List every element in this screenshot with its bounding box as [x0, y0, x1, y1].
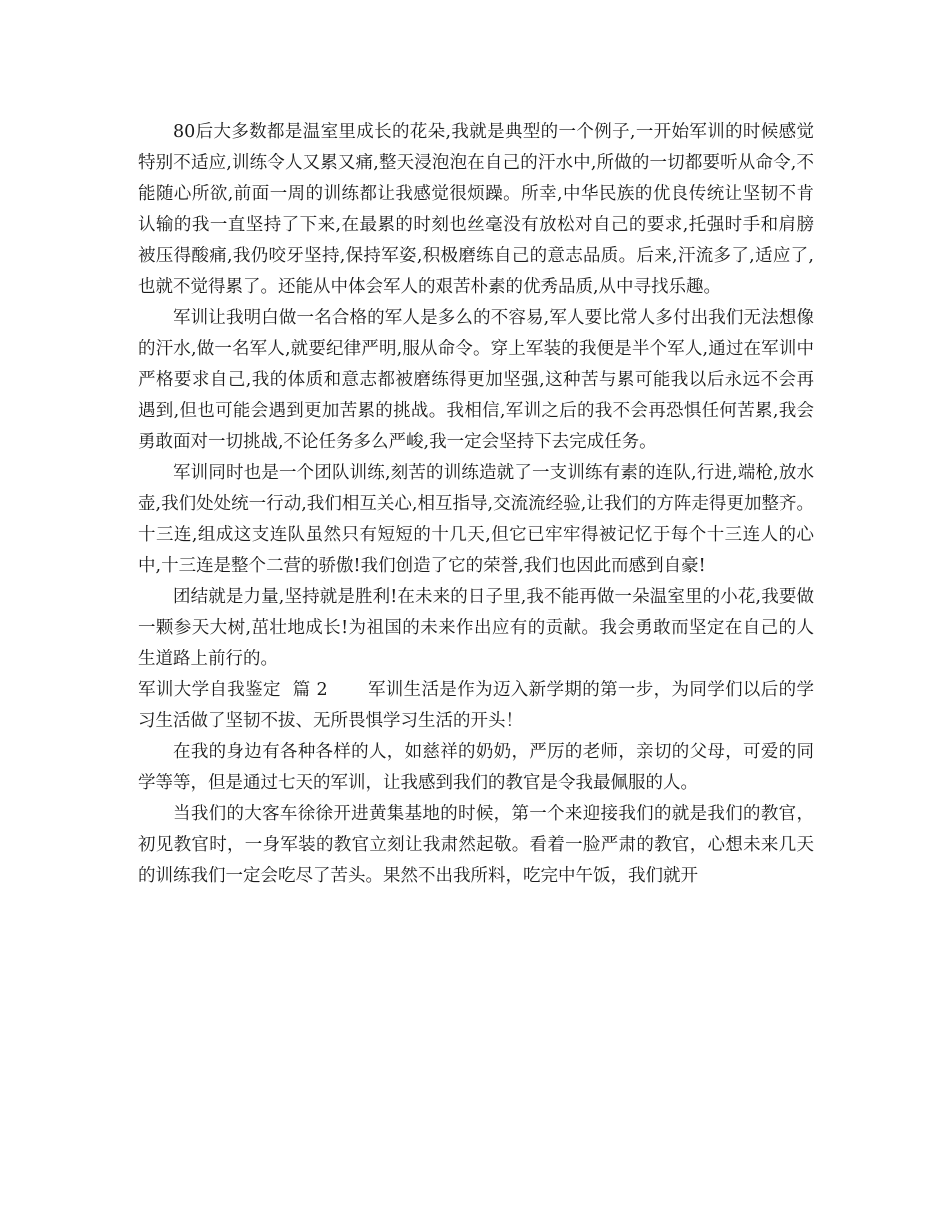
paragraph-7: 当我们的大客车徐徐开进黄集基地的时候，第一个来迎接我们的就是我们的教官，初见教官时，一身军装的教官立刻让我肃然起敬。看着一脸严肃的教官，心想未来几天的训练我们一定会吃尽了苦头。果然不出我所料，吃完中午饭，我们就开: [138, 804, 814, 886]
document-body: [138, 117, 814, 892]
paragraph-4: 团结就是力量,坚持就是胜利!在未来的日子里,我不能再做一朵温室里的小花,我要做一颗参天大树,茁壮地成长!为祖国的未来作出应有的贡献。我会勇敢而坚定在自己的人生道路上前行的。: [138, 587, 814, 669]
paragraph-3: 军训同时也是一个团队训练,刻苦的训练造就了一支训练有素的连队,行进,端枪,放水壶,我们处处统一行动,我们相互关心,相互指导,交流流经验,让我们的方阵走得更加整齐。十三连,组成这支连队虽然只有短短的十几天,但它已牢牢得被记忆于每个十三连人的心中,十三连是整个二营的骄傲!我们创造了它的荣誉,我们也因此而感到自豪!: [138, 463, 814, 576]
paragraph-6: 在我的身边有各种各样的人，如慈祥的奶奶，严厉的老师，亲切的父母，可爱的同学等等，但是通过七天的军训，让我感到我们的教官是令我最佩服的人。: [138, 742, 814, 793]
paragraph-1: 80后大多数都是温室里成长的花朵,我就是典型的一个例子,一开始军训的时候感觉特别不适应,训练令人又累又痛,整天浸泡泡在自己的汗水中,所做的一切都要听从命令,不能随心所欲,前面一周的训练都让我感觉很烦躁。所幸,中华民族的优良传统让坚韧不肯认输的我一直坚持了下来,在最累的时刻也丝毫没有放松对自己的要求,托强时手和肩膀被压得酸痛,我仍咬牙坚持,保持军姿,积极磨练自己的意志品质。后来,汗流多了,适应了,也就不觉得累了。还能从中体会军人的艰苦朴素的优秀品质,从中寻找乐趣。: [138, 122, 814, 297]
section-2-start: [138, 675, 814, 737]
paragraph-2: 军训让我明白做一名合格的军人是多么的不容易,军人要比常人多付出我们无法想像的汗水,做一名军人,就要纪律严明,服从命令。穿上军装的我便是半个军人,通过在军训中严格要求自己,我的体质和意志都被磨练得更加坚强,这种苦与累可能我以后永远不会再遇到,但也可能会遇到更加苦累的挑战。我相信,军训之后的我不会再恐惧任何苦累,我会勇敢面对一切挑战,不论任务多么严峻,我一定会坚持下去完成任务。: [138, 308, 814, 452]
section-first-text: 军训生活是作为迈入新学期的第一步，为同学们以后的学习生活做了坚韧不拔、无所畏惧学习生活的开头！: [138, 680, 814, 731]
section-heading: 军训大学自我鉴定 篇 2: [138, 680, 328, 700]
